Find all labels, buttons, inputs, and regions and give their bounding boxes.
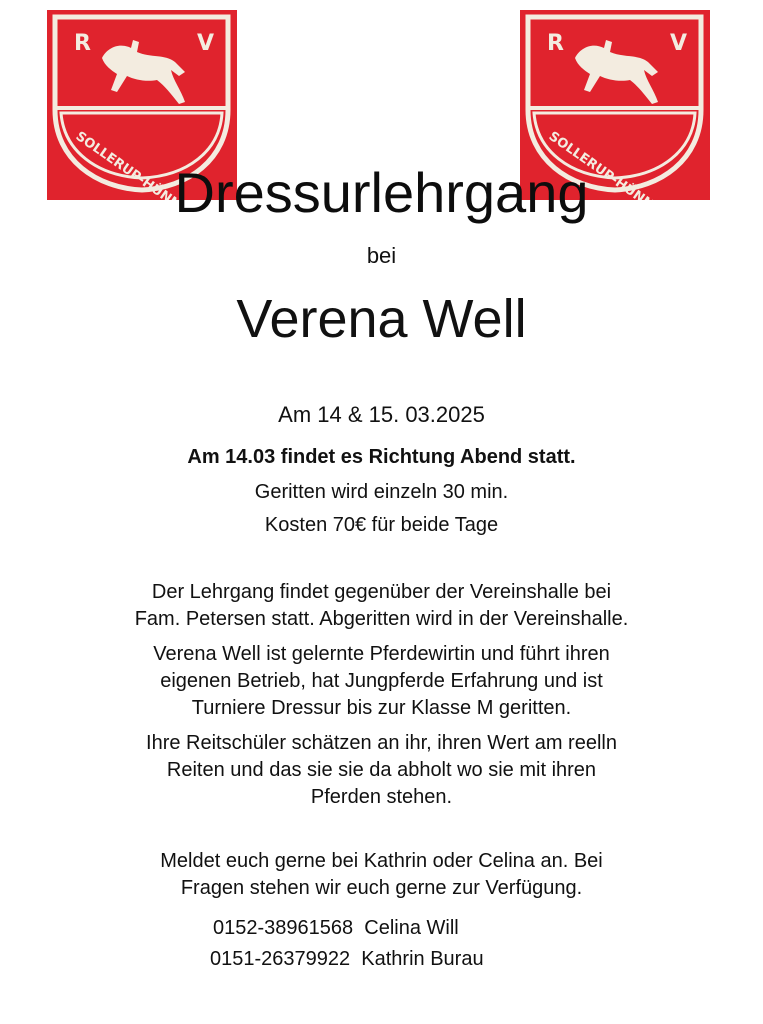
paragraph-line: Turniere Dressur bis zur Klasse M geritten. [191,697,572,719]
paragraph-line: Fam. Petersen statt. Abgeritten wird in der Vereinshalle. [134,608,629,630]
contact-celina [213,914,459,942]
paragraph-line: Ihre Reitschüler schätzen an ihr, ihren Wert am reelln [146,732,617,754]
svg-text:V: V [197,31,215,56]
svg-text:R: R [74,31,91,56]
instructor-bio-paragraph [0,641,763,722]
paragraph-line: Verena Well ist gelernte Pferdewirtin und führt ihren [153,643,610,665]
paragraph-line: eigenen Betrieb, hat Jungpferde Erfahrung und ist [160,670,603,692]
cost-note: Kosten 70€ für beide Tage [264,514,499,536]
evening-note: Am 14.03 findet es Richtung Abend statt. [187,446,576,468]
testimonial-paragraph [0,730,763,811]
paragraph-line: Meldet euch gerne bei Kathrin oder Celina an. Bei [160,850,603,872]
location-paragraph [0,579,763,633]
paragraph-line: Pferden stehen. [310,786,453,808]
contact-name: Celina Will [364,917,459,939]
contact-name: Kathrin Burau [361,948,484,970]
paragraph-line: Der Lehrgang findet gegenüber der Vereinshalle bei [151,581,612,603]
contact-phone: 0151-26379922 [210,948,351,970]
instructor-name: Verena Well [236,289,527,349]
event-date: Am 14 & 15. 03.2025 [278,402,485,427]
paragraph-line: Fragen stehen wir euch gerne zur Verfügung. [180,877,583,899]
registration-paragraph [0,848,763,902]
svg-text:R: R [547,31,564,56]
page-title: Dressurlehrgang [174,161,589,224]
contact-kathrin [210,945,484,973]
paragraph-line: Reiten und das sie sie da abholt wo sie mit ihren [166,759,597,781]
riding-note: Geritten wird einzeln 30 min. [254,481,509,503]
contact-phone: 0152-38961568 [213,917,354,939]
svg-text:V: V [670,31,688,56]
subtitle-bei: bei [366,243,397,268]
